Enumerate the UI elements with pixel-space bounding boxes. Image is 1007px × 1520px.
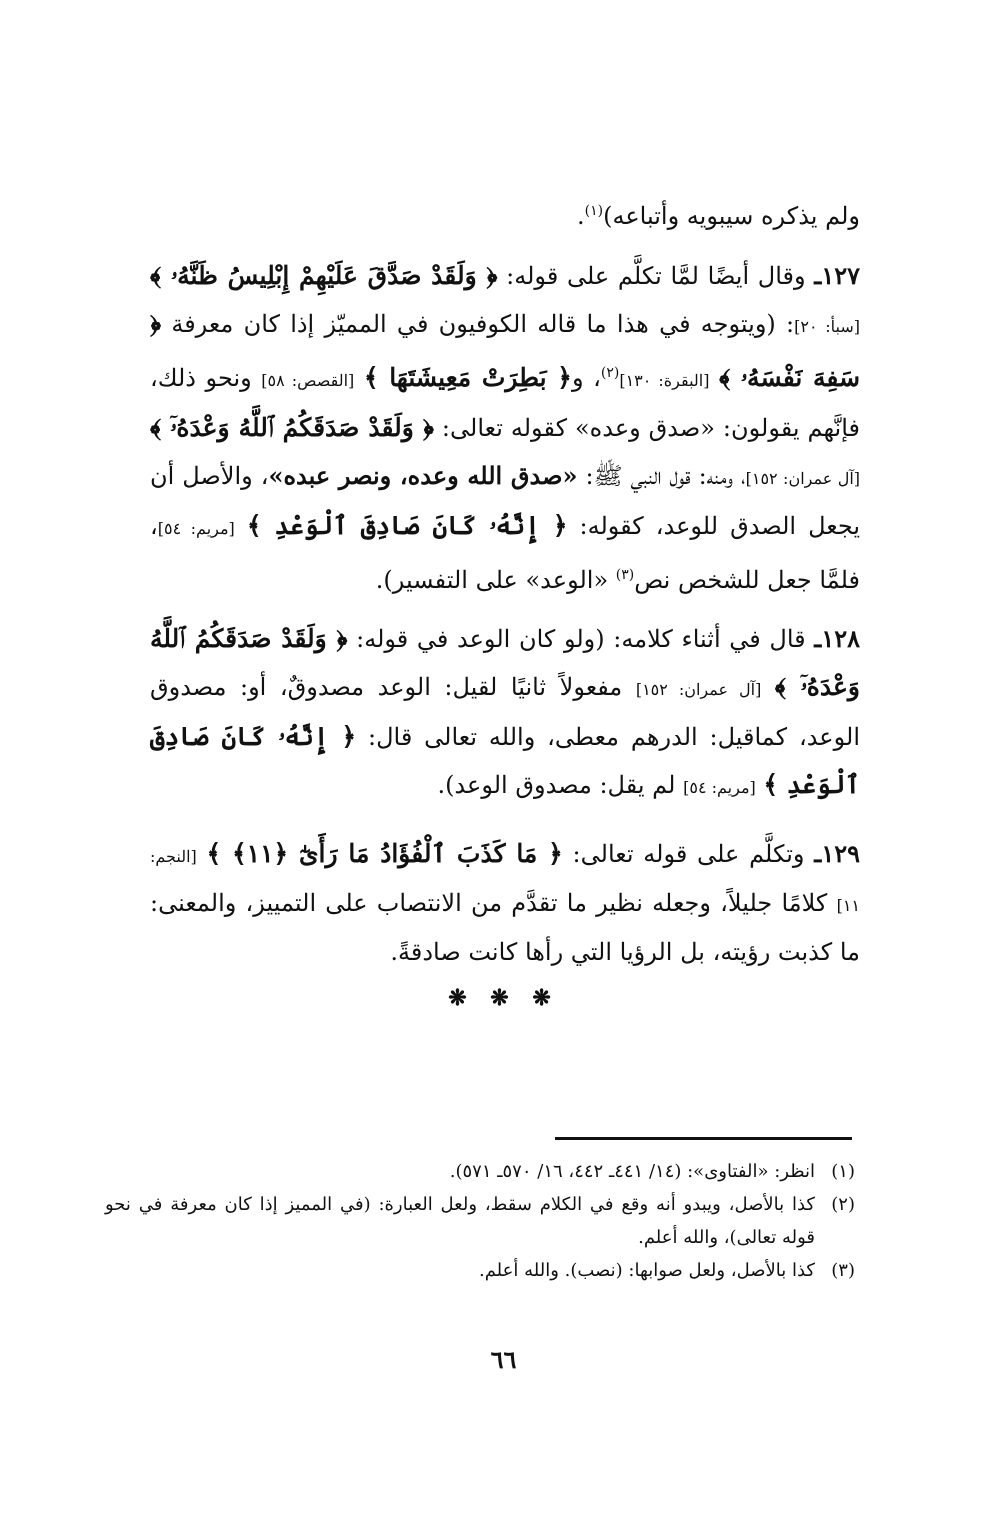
text: : (ويتوجه في هذا ما قاله الكوفيون في المميّز إذا كان معرفة [161, 310, 795, 338]
quran-verse: ﴿ مَا كَذَبَ ٱلْفُؤَادُ مَا رَأَىٰٓ ﴿١١﴾ ﴾ [206, 839, 563, 868]
verse-citation: [مريم: ٥٤] [683, 778, 756, 797]
footnote-text: كذا بالأصل، ويبدو أنه وقع في الكلام سقط، ولعل العبارة: (في المميز إذا كان معرفة في نحو قوله تعالى)، والله أعلم. [105, 1194, 815, 1248]
text: مفعولاً ثانيًا لقيل: الوعد مصدوقٌ، أو: مصدوق الوعد، كماقيل: الدرهم معطى، والله تعالى قال: [150, 673, 861, 751]
paragraph-128 [150, 615, 860, 811]
paragraph-127 [150, 252, 860, 604]
paragraph-intro [150, 188, 860, 240]
verse-citation: [القصص: ٥٨] [261, 371, 355, 390]
text: لم يقل: مصدوق الوعد). [437, 771, 684, 799]
text: ، و [571, 364, 601, 392]
hadith-quote: «صدق الله وعده، ونصر عبده» [268, 461, 578, 490]
text: ، ومنه: قول النبي ﷺ: [577, 462, 746, 490]
footnote-text: كذا بالأصل، ولعل صوابها: (نصب). والله أعلم. [478, 1260, 815, 1281]
paragraph-129 [150, 830, 860, 976]
paragraph-number: ١٢٧ـ [814, 261, 860, 290]
footnote-2 [105, 1188, 855, 1254]
quran-verse: ﴿ سَفِهَ نَفْسَهُۥ ﴾ [150, 309, 861, 392]
intro-text: ولم يذكره سيبويه وأتباعه) [603, 202, 860, 230]
quran-verse: ﴿ وَلَقَدْ صَدَقَكُمُ ٱللَّهُ وَعْدَهُۥٓ ﴾ [150, 413, 434, 442]
verse-citation: [سبأ: ٢٠] [794, 317, 861, 336]
text: وتكلَّم على قوله تعالى: [562, 840, 805, 868]
quran-verse: ﴿ وَلَقَدْ صَدَّقَ عَلَيْهِمْ إِبْلِيسُ ظَنَّهُۥ ﴾ [150, 261, 498, 290]
quran-verse: ﴿ وَلَقَدْ صَدَقَكُمُ ٱللَّهُ وَعْدَهُۥٓ ﴾ [150, 624, 860, 701]
quran-verse: ﴿ إِنَّهُۥ كَانَ صَادِقَ ٱلْوَعْدِ ﴾ [246, 511, 568, 540]
paragraph-number: ١٢٨ـ [814, 624, 860, 653]
verse-citation: [النجم: ١١] [150, 847, 860, 915]
verse-citation: [البقرة: ١٣٠] [619, 371, 710, 390]
text: ، والأصل أن يجعل الصدق للوعد، كقوله: [150, 462, 861, 540]
footnote-number: (١) [831, 1161, 855, 1182]
verse-citation: [آل عمران: ١٥٢] [635, 680, 762, 699]
text: «الوعد» على التفسير). [375, 566, 616, 594]
footnote-number: (٢) [831, 1194, 855, 1215]
footnote-ref-1[interactable]: (١) [584, 203, 604, 219]
page-number: ٦٦ [490, 1345, 517, 1374]
quran-verse: ﴿ إِنَّهُۥ كَانَ صَادِقَ ٱلْوَعْدِ ﴾ [150, 722, 860, 799]
footnote-ref-2[interactable]: (٢) [600, 365, 620, 381]
paragraph-number: ١٢٩ـ [814, 839, 860, 868]
footnote-ref-3[interactable]: (٣) [615, 567, 635, 583]
text: ، فلمَّا جعل للشخص نص [150, 512, 860, 594]
text: وقال أيضًا لمَّا تكلَّم على قوله: [497, 262, 806, 290]
text: ونحو ذلك، فإنَّهم يقولون: «صدق وعده» كقوله تعالى: [150, 364, 861, 442]
text: كلامًا جليلاً، وجعله نظير ما تقدَّم من الانتصاب على التمييز، والمعنى: ما كذبت رؤيته، بل الرؤيا التي رأها كانت صادقةً. [150, 889, 860, 966]
verse-citation: [مريم: ٥٤] [157, 519, 235, 538]
intro-end: . [577, 202, 585, 230]
footnote-3 [105, 1254, 855, 1287]
quran-verse: ﴿ بَطِرَتْ مَعِيشَتَهَا ﴾ [363, 363, 572, 392]
section-separator: ❋ ❋ ❋ [448, 985, 559, 1011]
text: قال في أثناء كلامه: (ولو كان الوعد في قوله: [347, 625, 806, 653]
footnote-divider [555, 1137, 852, 1140]
footnote-number: (٣) [831, 1260, 855, 1281]
footnotes [105, 1155, 855, 1287]
footnote-text: انظر: «الفتاوى»: (١٤/ ٤٤١ـ ٤٤٢، ١٦/ ٥٧٠ـ ٥٧١). [449, 1161, 815, 1182]
footnote-1 [105, 1155, 855, 1188]
verse-citation: [آل عمران: ١٥٢] [745, 469, 861, 488]
